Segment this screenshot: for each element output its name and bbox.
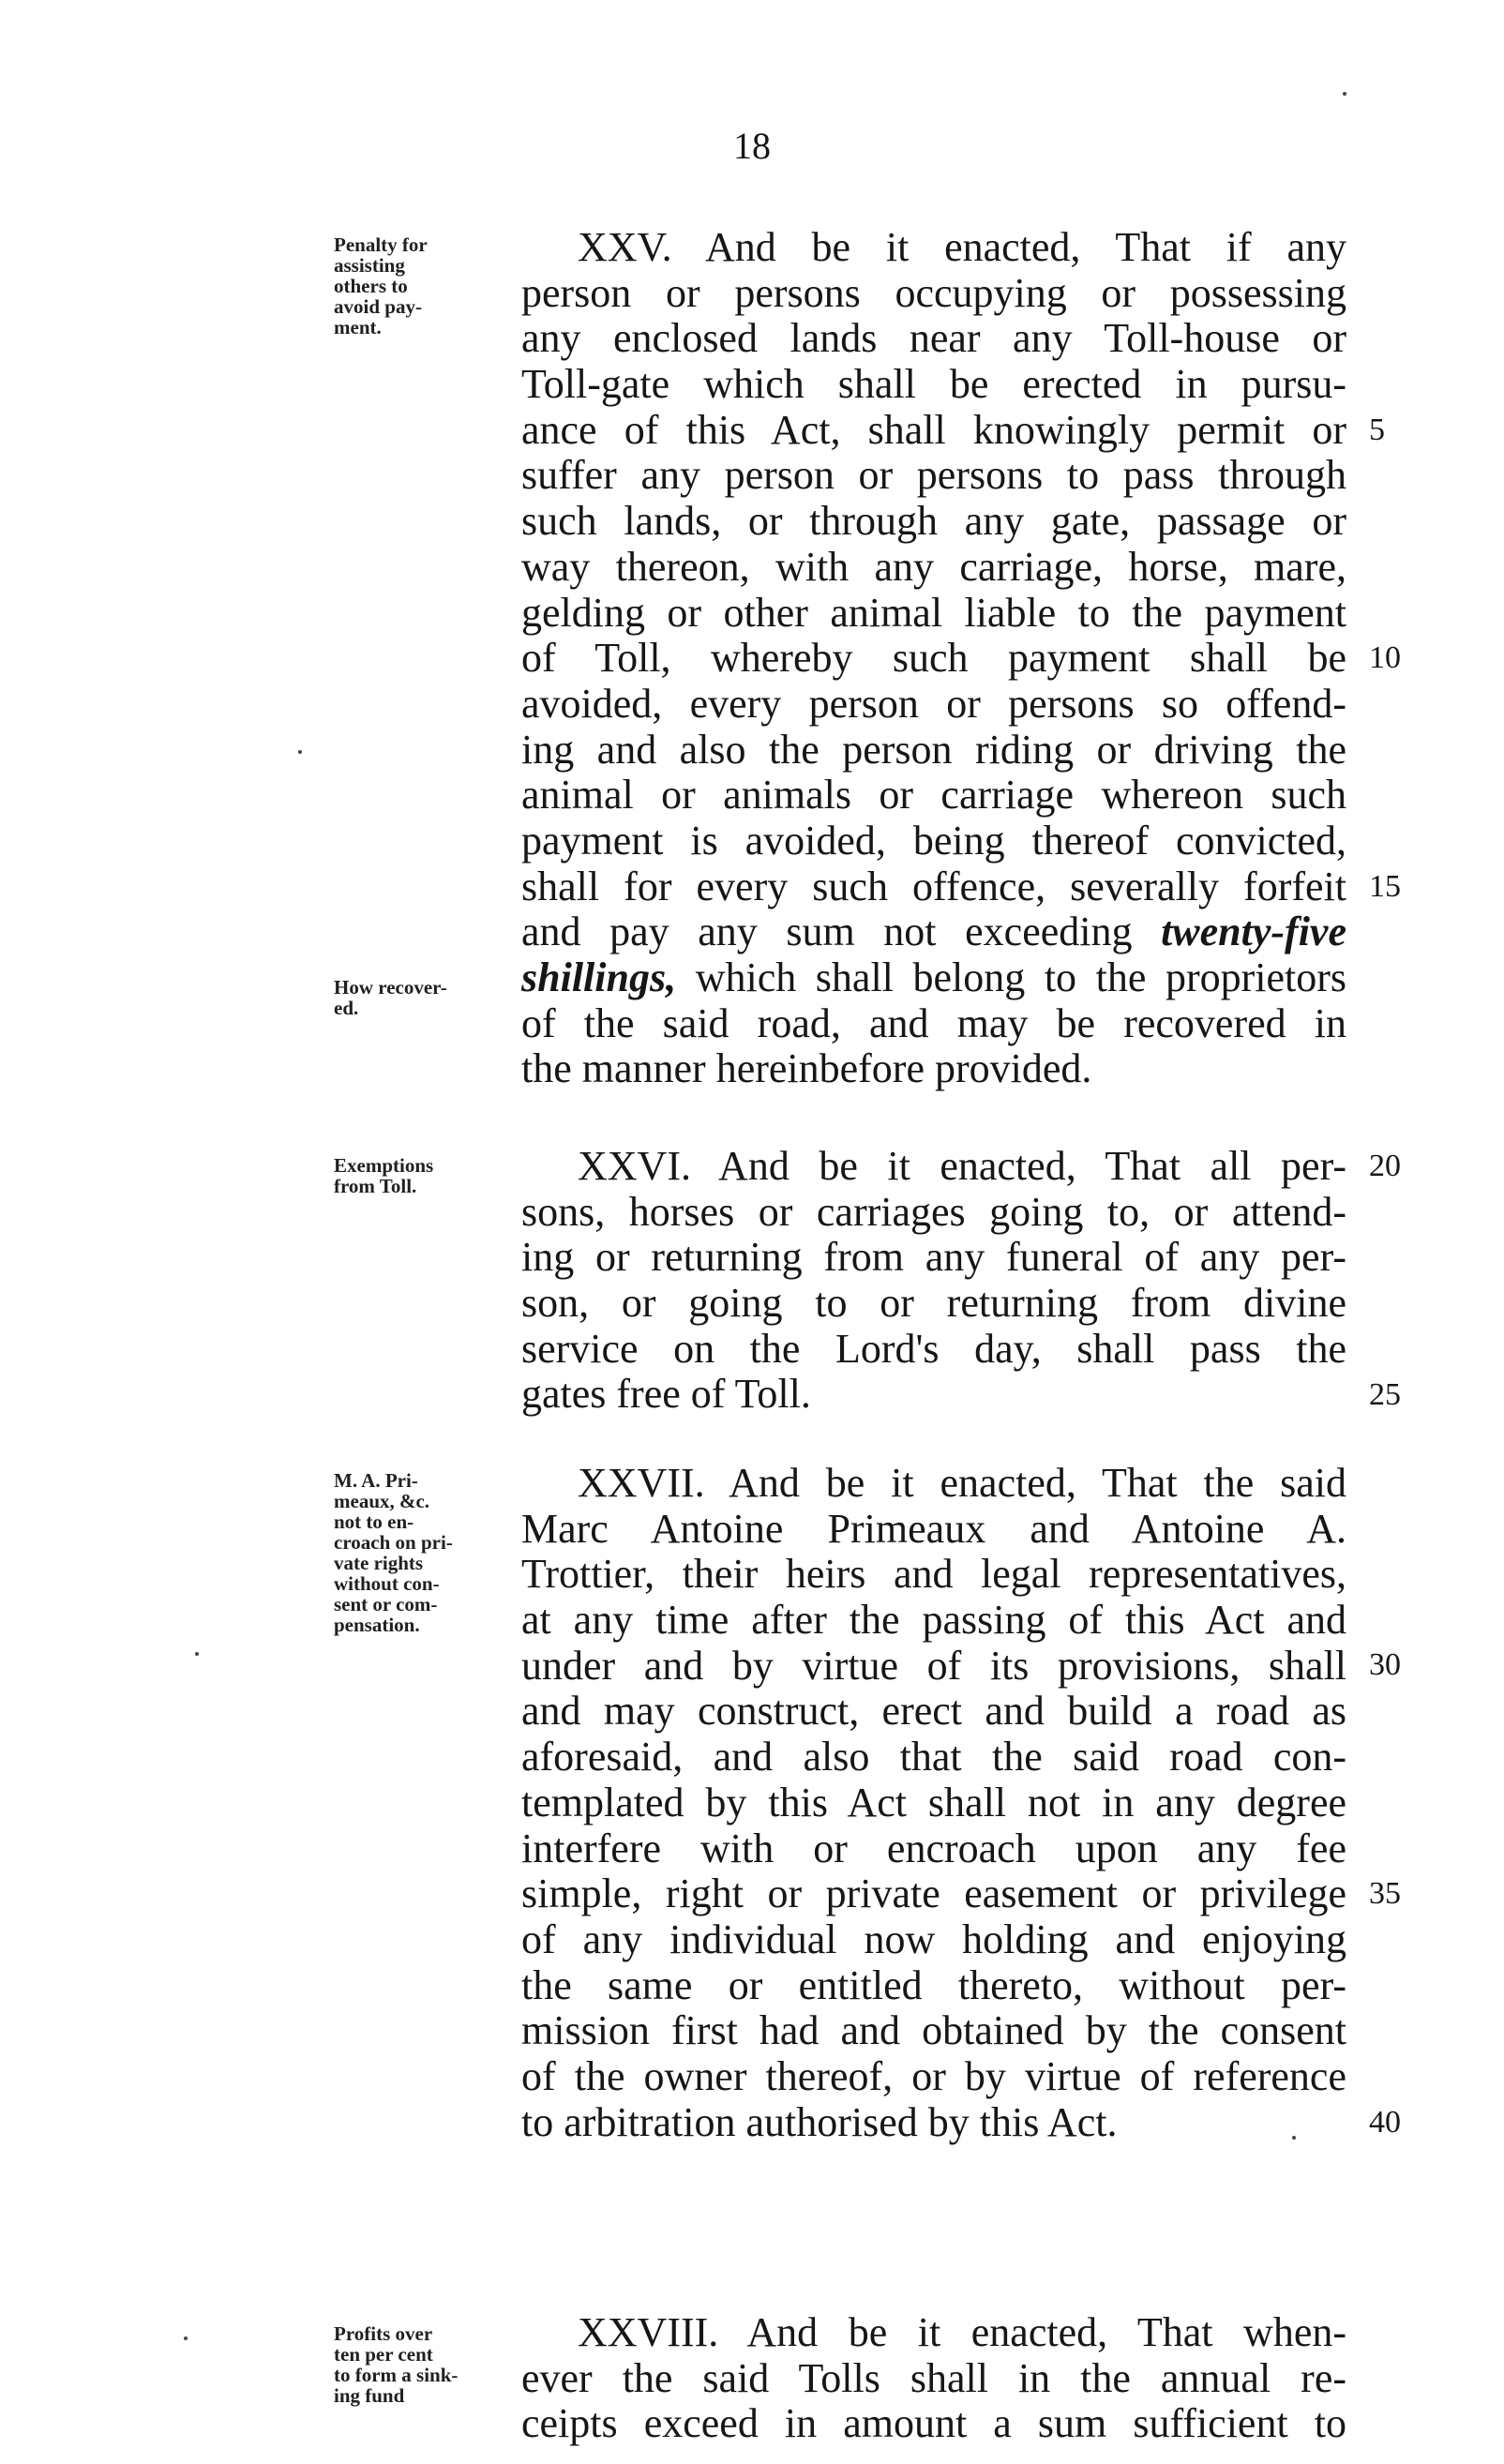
margin-note-how-recovered: [334, 977, 503, 1018]
text-line: shall for every such offence, severally forfeit: [521, 863, 1346, 909]
text-line: payment is avoided, being thereof convicted,: [521, 817, 1346, 864]
text-line: simple, right or private easement or privilege: [521, 1871, 1346, 1917]
text-line: ance of this Act, shall knowingly permit or: [521, 406, 1346, 453]
text-line: of the said road, and may be recovered in: [521, 999, 1346, 1046]
margin-note-primeaux: [334, 1470, 503, 1635]
line-number: 15: [1369, 869, 1401, 904]
italic-text: shillings,: [521, 954, 677, 1000]
text-line: of any individual now holding and enjoying: [521, 1916, 1346, 1962]
text-line: under and by virtue of its provisions, shall: [521, 1642, 1346, 1689]
text-line: son, or going to or returning from divine: [521, 1280, 1346, 1327]
line-number: 30: [1369, 1647, 1401, 1682]
text-line: of Toll, whereby such payment shall be: [521, 635, 1346, 682]
margin-note-line: vate rights: [334, 1552, 424, 1574]
print-speck: [195, 1652, 199, 1656]
margin-note-line: without con-: [334, 1572, 440, 1595]
margin-note-line: Penalty for: [334, 233, 428, 256]
margin-note-line: ing fund: [334, 2384, 405, 2407]
text-line: templated by this Act shall not in any degree: [521, 1779, 1346, 1825]
section-xxvii: [521, 1461, 1346, 2145]
text-line: XXVIII. And be it enacted, That when-: [578, 2309, 1346, 2355]
margin-note-line: assisting: [334, 254, 405, 277]
text-line: Toll-gate which shall be erected in pursu-: [521, 361, 1346, 408]
text-line: gelding or other animal liable to the payment: [521, 589, 1346, 636]
text-run: and pay any sum not exceeding: [521, 909, 1133, 955]
margin-note-line: avoid pay-: [334, 295, 422, 318]
margin-note-line: M. A. Pri-: [334, 1469, 418, 1492]
text-line: ing or returning from any funeral of any per-: [521, 1234, 1346, 1281]
margin-note-line: pensation.: [334, 1614, 420, 1636]
section-xxvi: [521, 1144, 1346, 1418]
line-number: 10: [1369, 640, 1401, 675]
text-line: of the owner thereof, or by virtue of reference: [521, 2052, 1346, 2099]
text-line: to arbitration authorised by this Act.: [521, 2098, 1118, 2145]
text-line: any enclosed lands near any Toll-house or: [521, 315, 1346, 362]
margin-note-line: Profits over: [334, 2322, 433, 2345]
margin-note-line: meaux, &c.: [334, 1490, 430, 1512]
line-number: 40: [1369, 2105, 1401, 2140]
text-line: service on the Lord's day, shall pass the: [521, 1325, 1346, 1372]
text-line-with-italic: [521, 955, 1346, 1001]
margin-note-line: Exemptions: [334, 1154, 434, 1177]
margin-note-exemptions: [334, 1155, 503, 1196]
section-xxviii: [521, 2310, 1346, 2447]
text-line: such lands, or through any gate, passage or: [521, 498, 1346, 545]
text-line: ever the said Tolls shall in the annual re-: [521, 2354, 1346, 2401]
text-line: way thereon, with any carriage, horse, mare,: [521, 543, 1346, 590]
print-speck: [1292, 2136, 1296, 2140]
print-speck: [184, 2336, 188, 2340]
text-line: XXVII. And be it enacted, That the said: [578, 1460, 1346, 1506]
text-line: XXV. And be it enacted, That if any: [578, 224, 1346, 270]
text-line: sons, horses or carriages going to, or attend-: [521, 1188, 1346, 1235]
text-line: ceipts exceed in amount a sum sufficient to: [521, 2400, 1346, 2447]
text-line: XXVI. And be it enacted, That all per-: [578, 1143, 1346, 1189]
text-line: interfere with or encroach upon any fee: [521, 1825, 1346, 1871]
text-line: at any time after the passing of this Act and: [521, 1597, 1346, 1644]
text-line: and may construct, erect and build a road as: [521, 1688, 1346, 1735]
text-line: Marc Antoine Primeaux and Antoine A.: [521, 1505, 1346, 1552]
text-line: the manner hereinbefore provided.: [521, 1045, 1092, 1092]
italic-text: twenty-five: [1161, 909, 1346, 955]
margin-note-line: ment.: [334, 316, 382, 338]
margin-note-line: croach on pri-: [334, 1531, 453, 1554]
line-number: 25: [1369, 1377, 1401, 1412]
margin-note-line: others to: [334, 275, 408, 297]
line-number: 35: [1369, 1876, 1401, 1911]
margin-note-line: not to en-: [334, 1510, 414, 1533]
text-line: the same or entitled thereto, without per-: [521, 1961, 1346, 2008]
margin-note-penalty: [334, 234, 503, 338]
line-number: 20: [1369, 1149, 1401, 1183]
text-line: gates free of Toll.: [521, 1371, 811, 1418]
text-line: person or persons occupying or possessing: [521, 269, 1346, 316]
section-xxv: [521, 225, 1346, 1092]
margin-note-line: from Toll.: [334, 1175, 417, 1197]
text-line: ing and also the person riding or driving the: [521, 726, 1346, 773]
text-line: aforesaid, and also that the said road con-: [521, 1734, 1346, 1780]
line-number: 5: [1369, 413, 1385, 447]
margin-note-line: How recover-: [334, 976, 447, 999]
print-speck: [298, 750, 302, 754]
margin-note-line: sent or com-: [334, 1593, 438, 1615]
print-speck: [1343, 92, 1346, 96]
page-number: 18: [733, 125, 771, 167]
text-line: animal or animals or carriage whereon such: [521, 772, 1346, 819]
margin-note-line: ed.: [334, 997, 359, 1019]
text-line: mission first had and obtained by the consent: [521, 2007, 1346, 2054]
margin-note-profits: [334, 2323, 503, 2406]
text-line: Trottier, their heirs and legal representatives,: [521, 1551, 1346, 1598]
margin-note-line: to form a sink-: [334, 2364, 459, 2386]
text-line-with-italic: [521, 909, 1346, 955]
margin-note-line: ten per cent: [334, 2343, 433, 2366]
text-run: which shall belong to the proprietors: [695, 954, 1347, 1000]
text-line: avoided, every person or persons so offend-: [521, 680, 1346, 727]
text-line: suffer any person or persons to pass through: [521, 452, 1346, 499]
